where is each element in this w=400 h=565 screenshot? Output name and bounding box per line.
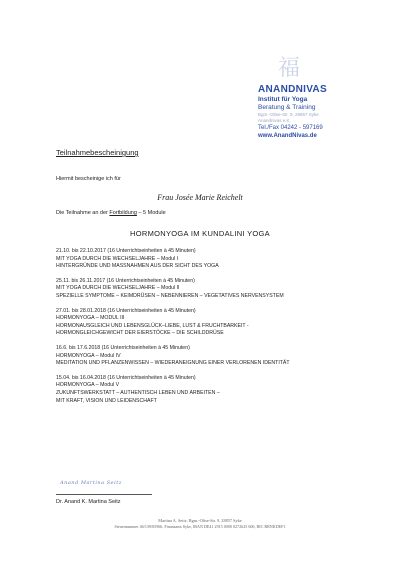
module-title: MIT YOGA DURCH DIE WECHSELJAHRE – Modul I — [56, 255, 179, 262]
module-title: HORMONYOGA – Modul IV — [56, 352, 121, 359]
participation-link: Fortbildung — [109, 210, 137, 216]
logo-glyph-icon: 福 — [277, 56, 300, 81]
module-date: 15.04. bis 16.04.2018 (16 Unterrichtseinheiten à 45 Minuten) — [56, 374, 196, 381]
module-date: 16.6. bis 17.6.2018 (16 Unterrichtseinheiten à 45 Minuten) — [56, 344, 190, 351]
org-website: www.AnandNivas.de — [258, 133, 317, 139]
document-title: Teilnahmebescheinigung — [56, 148, 139, 157]
module-date: 25.11. bis 26.11.2017 (16 Unterrichtseinheiten à 45 Minuten) — [56, 277, 195, 284]
org-subtitle-2: Beratung & Training — [258, 104, 316, 111]
participation-text — [56, 210, 166, 216]
module-title: HORMONYOGA – MODUL III — [56, 315, 125, 322]
module-description: HORMONAUSGLEICH UND LEBENSGLÜCK–LIEBE, LUST & FRUCHTBARKEIT - — [56, 322, 249, 329]
module-description: HORMONGLEICHGEWICHT DER EIERSTÖCKE – DIE SCHILDDRÜSE — [56, 330, 224, 337]
module-item — [56, 375, 376, 405]
course-title: HORMONYOGA IM KUNDALINI YOGA — [130, 229, 270, 238]
participation-suffix: – 5 Module — [136, 210, 166, 216]
module-item — [56, 345, 376, 368]
footer-address: Martina A. Seitz, Bgm.-Oltse-Str. 9, 28857 Syke — [158, 518, 242, 523]
module-date: 27.01. bis 28.01.2018 (16 Unterrichtseinheiten à 45 Minuten) — [56, 307, 196, 314]
signer-name: Dr. Anand K. Martina Seitz — [56, 499, 121, 505]
module-item — [56, 308, 376, 338]
intro-text: Hiermit bescheinige ich für — [56, 176, 121, 182]
org-address: Bgm.-Oltse-Str. 9, 28857 Syke — [258, 112, 319, 117]
org-name: ANANDNIVAS — [258, 84, 327, 95]
org-address-small: Anandnivas e.K. — [258, 118, 291, 123]
module-list — [56, 248, 376, 412]
module-date: 21.10. bis 22.10.2017 (16 Unterrichtseinheiten à 45 Minuten) — [56, 248, 196, 254]
module-description: SPEZIELLE SYMPTOME – KEIMDRÜSEN – NEBENNIEREN – VEGETATIVES NERVENSYSTEM — [56, 292, 284, 299]
letterhead — [258, 84, 368, 140]
module-title: MIT YOGA DURCH DIE WECHSELJAHRE – Modul II — [56, 285, 180, 292]
footer — [0, 518, 400, 530]
module-description: HINTERGRÜNDE UND MASSNAHMEN AUS DER SICHT DES YOGA — [56, 263, 219, 270]
module-description: MIT KRAFT, VISION UND LEIDENSCHAFT — [56, 397, 157, 404]
participant-name: Frau Josée Marie Reichelt — [157, 193, 243, 202]
org-phone: Tel./Fax 04242 - 597169 — [258, 125, 323, 131]
module-description: MEDITATION UND PFLANZENWISSEN – WIEDERANEIGNUNG EINER VERLORENEN IDENTITÄT — [56, 360, 290, 367]
org-subtitle: Institut für Yoga — [258, 96, 308, 103]
module-item — [56, 248, 376, 271]
module-title: HORMONYOGA – Modul V — [56, 382, 120, 389]
footer-bank-details: Steuernummer 46/139/05966, Finanzamt Syke, IBAN DE41 2915 0000 0272625 606, BIC BRNKDEF1 — [114, 524, 286, 529]
signature-line — [56, 494, 152, 495]
participation-prefix: Die Teilnahme an der — [56, 210, 110, 216]
handwritten-signature: Anand Martina Seitz — [60, 480, 122, 486]
module-item — [56, 278, 376, 301]
module-description: ZUKUNFTSWERKSTATT – AUTHENTISCH LEBEN UND ARBEITEN – — [56, 389, 220, 396]
